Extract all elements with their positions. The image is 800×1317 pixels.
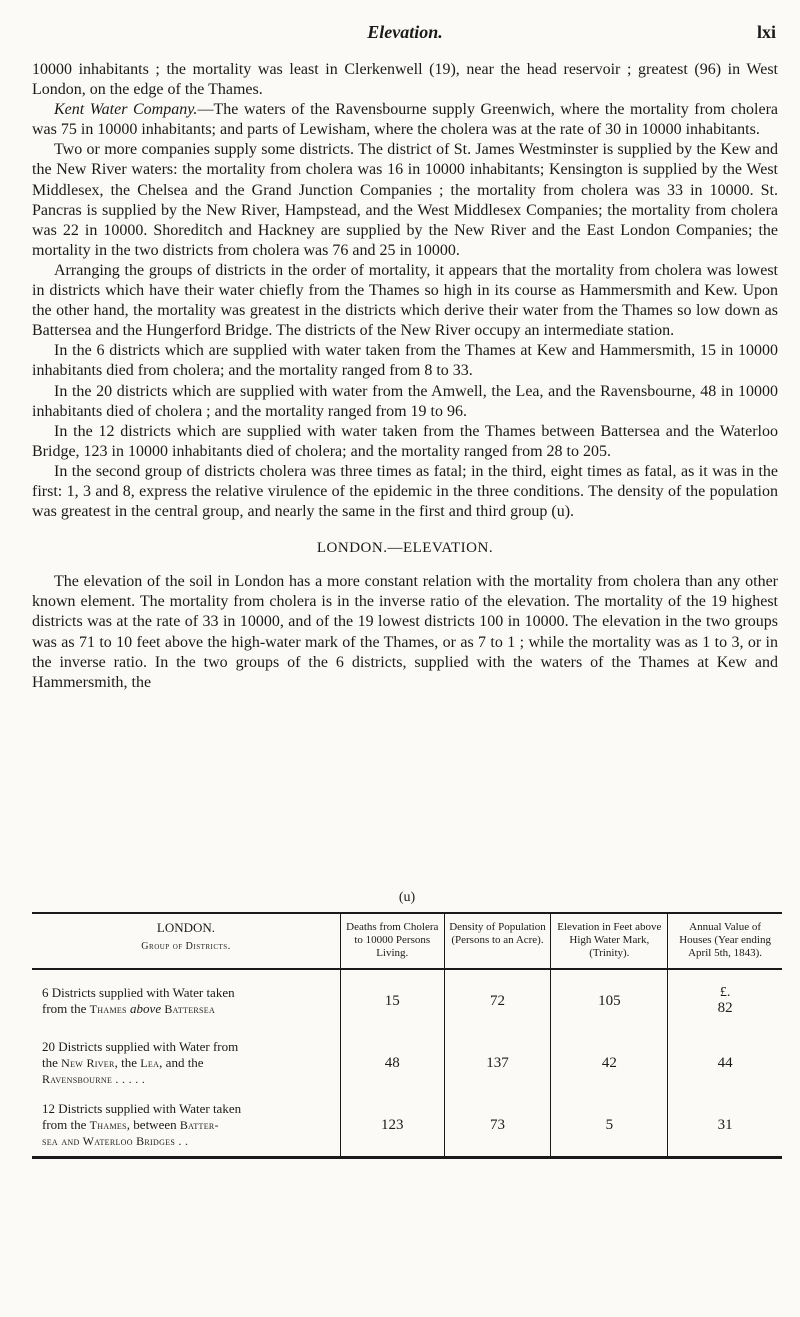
row-desc-line: Ravensbourne . . . . . bbox=[42, 1072, 146, 1086]
table-label: (u) bbox=[398, 890, 416, 905]
cell-value: 44 bbox=[668, 1032, 782, 1094]
column-header-density: Density of Population (Persons to an Acre). bbox=[444, 913, 551, 969]
row-desc-line: 20 Districts supplied with Water from bbox=[42, 1039, 239, 1054]
cell-value bbox=[668, 969, 782, 1032]
page-header bbox=[32, 14, 778, 60]
kent-label: Kent Water Company. bbox=[54, 101, 198, 119]
table-header-row bbox=[32, 913, 782, 969]
column-header-group bbox=[32, 913, 341, 969]
paragraph-elevation: The elevation of the soil in London has a more constant relation with the mortality from cholera than any other known element. The mortality from cholera is in the inverse ratio of the elevation. The mortality of the 19 highest districts was at the rate of 33 in 10000, and of the 19 lowest districts 100 in 10000. The elevation in the two groups was as 71 to 10 feet above the high-water mark of the Thames, or as 7 to 1 ; while the mortality was as 1 to 3, or in the inverse ratio. In the two groups of the 6 districts, supplied with the waters of the Thames at Kew and Hammersmith, the bbox=[32, 573, 778, 691]
row-desc-text: above bbox=[126, 1001, 165, 1016]
currency-unit: £. bbox=[719, 984, 731, 1000]
cell-value: 31 bbox=[668, 1094, 782, 1158]
cell-density: 137 bbox=[444, 1032, 551, 1094]
row-desc-text: from the bbox=[42, 1117, 90, 1132]
paragraph-text: The waters of the Ravensbourne supply Greenwich, where the mortality from cholera was 75 in 10000 inhabitants; and parts of Lewisham, where the cholera was at the rate of 30 in 10000 inhabitants. bbox=[32, 101, 779, 139]
row-desc-text: from the bbox=[42, 1001, 90, 1016]
row-desc-text: , between bbox=[126, 1117, 180, 1132]
row-desc-line: 6 Districts supplied with Water taken bbox=[42, 985, 235, 1000]
data-table bbox=[32, 912, 782, 1159]
paragraph: In the second group of districts cholera was three times as fatal; in the third, eight times as fatal, as it was in the first: 1, 3 and 8, express the relative virulence of the epidemic in the three conditions. The density of the population was greatest in the central group, and nearly the same in the first and third group (u). bbox=[32, 462, 778, 521]
running-title: Elevation. bbox=[367, 22, 443, 42]
cell-deaths: 48 bbox=[341, 1032, 445, 1094]
section-heading: LONDON.—ELEVATION. bbox=[316, 540, 494, 557]
page-number: lxi bbox=[756, 22, 776, 42]
column-header-elevation: Elevation in Feet above High Water Mark, (Trinity). bbox=[551, 913, 668, 969]
row-description bbox=[32, 1032, 341, 1094]
paragraph: 10000 inhabitants ; the mortality was least in Clerkenwell (19), near the head reservoir ; greatest (96) in West London, on the edge of the Thames. bbox=[32, 61, 778, 99]
paragraph-kent: Kent Water Company.—The waters of the Ravensbourne supply Greenwich, where the mortality from cholera was 75 in 10000 inhabitants; and parts of Lewisham, where the cholera was at the rate of 30 in 10000 inhabitants. bbox=[32, 101, 779, 139]
row-desc-place: Batter- bbox=[179, 1118, 219, 1132]
row-desc-place: Thames bbox=[89, 1118, 127, 1132]
row-desc-text: , and the bbox=[159, 1055, 204, 1070]
row-desc-place: Lea bbox=[140, 1056, 160, 1070]
row-description bbox=[32, 1094, 341, 1158]
row-description bbox=[32, 969, 341, 1032]
cell-elevation: 5 bbox=[551, 1094, 668, 1158]
cell-value-number: 82 bbox=[717, 999, 733, 1016]
table-row bbox=[32, 1032, 782, 1094]
footnote-table bbox=[32, 890, 782, 1159]
table-row bbox=[32, 1094, 782, 1158]
row-desc-line: sea and Waterloo Bridges . . bbox=[42, 1134, 189, 1148]
column-header-deaths: Deaths from Cholera to 10000 Persons Living. bbox=[341, 913, 445, 969]
paragraph: Two or more companies supply some districts. The district of St. James Westminster is supplied by the Kew and the New River waters: the mortality from cholera was 16 in 10000 inhabitants; Kensington is supplied by the West Middlesex, the Chelsea and the Grand Junction Companies ; the mortality from cholera was 33 in 10000. St. Pancras is supplied by the New River, Hampstead, and the West Middlesex Companies; the mortality from cholera was 22 in 10000. Shoreditch and Hackney are supplied by the New River and the East London Companies; the mortality in the two districts from cholera was 76 and 25 in 10000. bbox=[32, 141, 778, 259]
cell-elevation: 105 bbox=[551, 969, 668, 1032]
table-header-title: LONDON. bbox=[156, 920, 216, 935]
column-header-value: Annual Value of Houses (Year ending April 5th, 1843). bbox=[668, 913, 782, 969]
paragraph: In the 20 districts which are supplied with water from the Amwell, the Lea, and the Ravensbourne, 48 in 10000 inhabitants died of cholera ; and the mortality ranged from 19 to 96. bbox=[32, 382, 778, 420]
paragraph: Arranging the groups of districts in the order of mortality, it appears that the mortality from cholera was lowest in districts which have their water chiefly from the Thames so high in its course as Hammersmith and Kew. Upon the other hand, the mortality was greatest in the districts which derive their water from the Thames so low down as Battersea and the Hungerford Bridge. The districts of the New River occupy an intermediate station. bbox=[32, 261, 778, 340]
cell-density: 72 bbox=[444, 969, 551, 1032]
paragraph: In the 6 districts which are supplied with water taken from the Thames at Kew and Hammersmith, 15 in 10000 inhabitants died from cholera; and the mortality ranged from 8 to 33. bbox=[32, 342, 778, 380]
cell-deaths: 123 bbox=[341, 1094, 445, 1158]
row-desc-place: Battersea bbox=[164, 1002, 216, 1016]
row-desc-place: Thames bbox=[89, 1002, 127, 1016]
cell-deaths: 15 bbox=[341, 969, 445, 1032]
table-header-subtitle: Group of Districts. bbox=[141, 941, 231, 952]
document-page bbox=[32, 14, 778, 693]
row-desc-text: , the bbox=[114, 1055, 141, 1070]
paragraph: In the 12 districts which are supplied with water taken from the Thames between Battersea and the Waterloo Bridge, 123 in 10000 inhabitants died of cholera; and the mortality ranged from 28 to 205. bbox=[32, 422, 778, 460]
row-desc-place: New River bbox=[61, 1056, 115, 1070]
cell-elevation: 42 bbox=[551, 1032, 668, 1094]
row-desc-text: the bbox=[42, 1055, 62, 1070]
body-text bbox=[32, 60, 778, 693]
table-row bbox=[32, 969, 782, 1032]
row-desc-line: 12 Districts supplied with Water taken bbox=[42, 1101, 242, 1116]
cell-density: 73 bbox=[444, 1094, 551, 1158]
